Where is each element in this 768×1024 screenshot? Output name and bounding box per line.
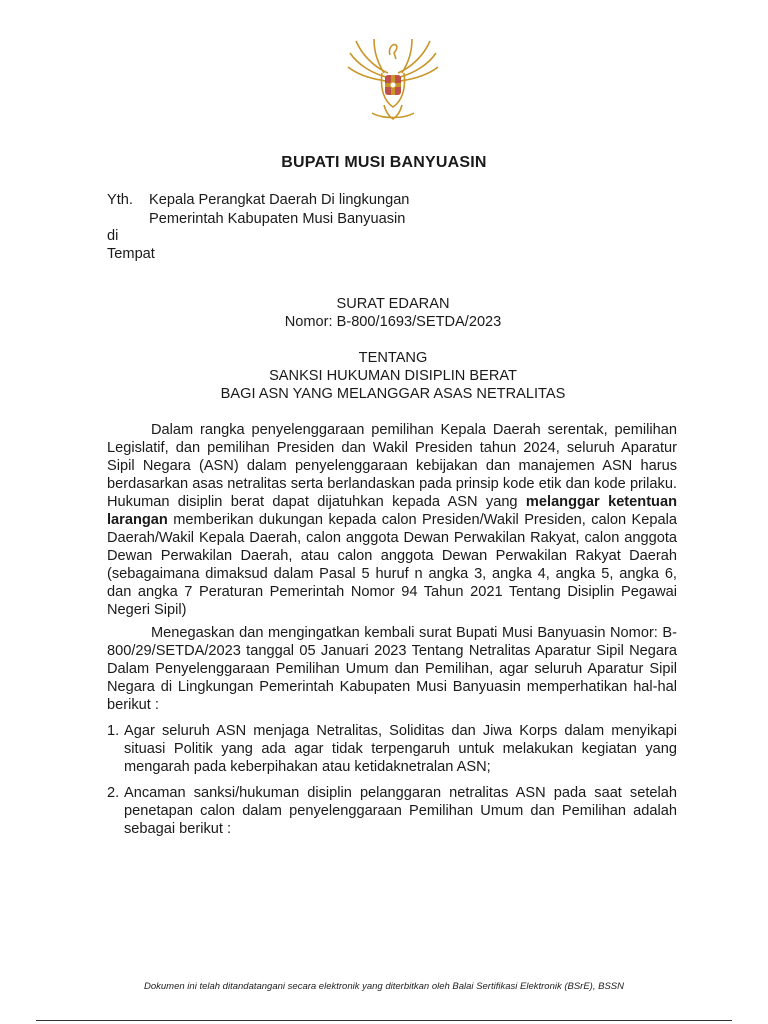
recipient-block bbox=[149, 191, 409, 229]
list-item-text: Ancaman sanksi/hukuman disiplin pelanggaran netralitas ASN pada saat setelah penetapan calon dalam penyelenggaraan Pemilihan Umum dan Pemilihan adalah sebagai berikut : bbox=[124, 785, 677, 837]
paragraph-1 bbox=[107, 421, 677, 619]
paragraph-1-text-b: memberikan dukungan kepada calon Presiden/Wakil Presiden, calon Kepala Daerah/Wakil Kepala Daerah, calon anggota Dewan Perwakilan Rakyat, calon anggota Dewan Perwakilan Daerah, atau calon anggota Dewan Perwakilan Rakyat Daerah (sebagaimana dimaksud dalam Pasal 5 huruf n angka 3, angka 4, angka 5, angka 6, dan angka 7 Peraturan Pemerintah Nomor 94 Tahun 2021 Tentang Disiplin Pegawai Negeri Sipil) bbox=[107, 512, 677, 618]
recipient-line: Kepala Perangkat Daerah Di lingkungan bbox=[149, 192, 410, 208]
paragraph-1-text-a: Dalam rangka penyelenggaraan pemilihan Kepala Daerah serentak, pemilihan Legislatif, dan pemilihan Presiden dan Wakil Presiden tahun 2024, seluruh Aparatur Sipil Negara (ASN) dalam penyelenggaraan kebijakan dan manajemen ASN harus berdasarkan asas netralitas serta berlandaskan pada prinsip kode etik dan kode prilaku. Hukuman disiplin berat dapat dijatuhkan kepada ASN yang bbox=[107, 422, 677, 510]
subject-line: BAGI ASN YANG MELANGGAR ASAS NETRALITAS bbox=[220, 386, 566, 402]
recipient-line: Pemerintah Kabupaten Musi Banyuasin bbox=[149, 211, 406, 227]
paragraph-2 bbox=[107, 624, 677, 714]
di-label: di bbox=[107, 228, 119, 244]
yth-label: Yth. bbox=[107, 192, 133, 208]
list-item-text: Agar seluruh ASN menjaga Netralitas, Soliditas dan Jiwa Korps dalam menyikapi situasi Politik yang ada agar tidak terpengaruh untuk melakukan kegiatan yang mengarah pada keberpihakan atau ketidaknetralan ASN; bbox=[124, 723, 677, 775]
list-item-number: 1. bbox=[107, 723, 120, 739]
letter-heading bbox=[0, 295, 768, 331]
e-signature-note: Dokumen ini telah ditandatangani secara elektronik yang diterbitkan oleh Balai Sertifikasi Elektronik (BSrE), BSSN bbox=[144, 981, 624, 992]
footer-divider bbox=[36, 1020, 732, 1021]
letter-subject bbox=[0, 349, 768, 403]
subject-line: SANKSI HUKUMAN DISIPLIN BERAT bbox=[269, 368, 517, 384]
issuer-title: BUPATI MUSI BANYUASIN bbox=[281, 154, 487, 171]
about-label: TENTANG bbox=[358, 350, 428, 366]
letter-number: Nomor: B-800/1693/SETDA/2023 bbox=[284, 314, 502, 330]
paragraph-2-text: Menegaskan dan mengingatkan kembali surat Bupati Musi Banyuasin Nomor: B-800/29/SETDA/2023 tanggal 05 Januari 2023 Tentang Netralitas Aparatur Sipil Negara Dalam Penyelenggaraan Pemilihan Umum dan Pemilihan, agar seluruh Aparatur Sipil Negara di Lingkungan Pemerintah Kabupaten Musi Banyuasin memperhatikan hal-hal berikut : bbox=[107, 625, 677, 713]
paragraph-1-bold: melanggar ketentuan larangan bbox=[107, 494, 678, 528]
letter-type: SURAT EDARAN bbox=[336, 296, 450, 312]
garuda-emblem-icon bbox=[344, 33, 442, 125]
tempat-label: Tempat bbox=[107, 246, 155, 262]
list-item-number: 2. bbox=[107, 785, 120, 801]
list-item bbox=[107, 722, 677, 776]
list-item bbox=[107, 784, 677, 838]
